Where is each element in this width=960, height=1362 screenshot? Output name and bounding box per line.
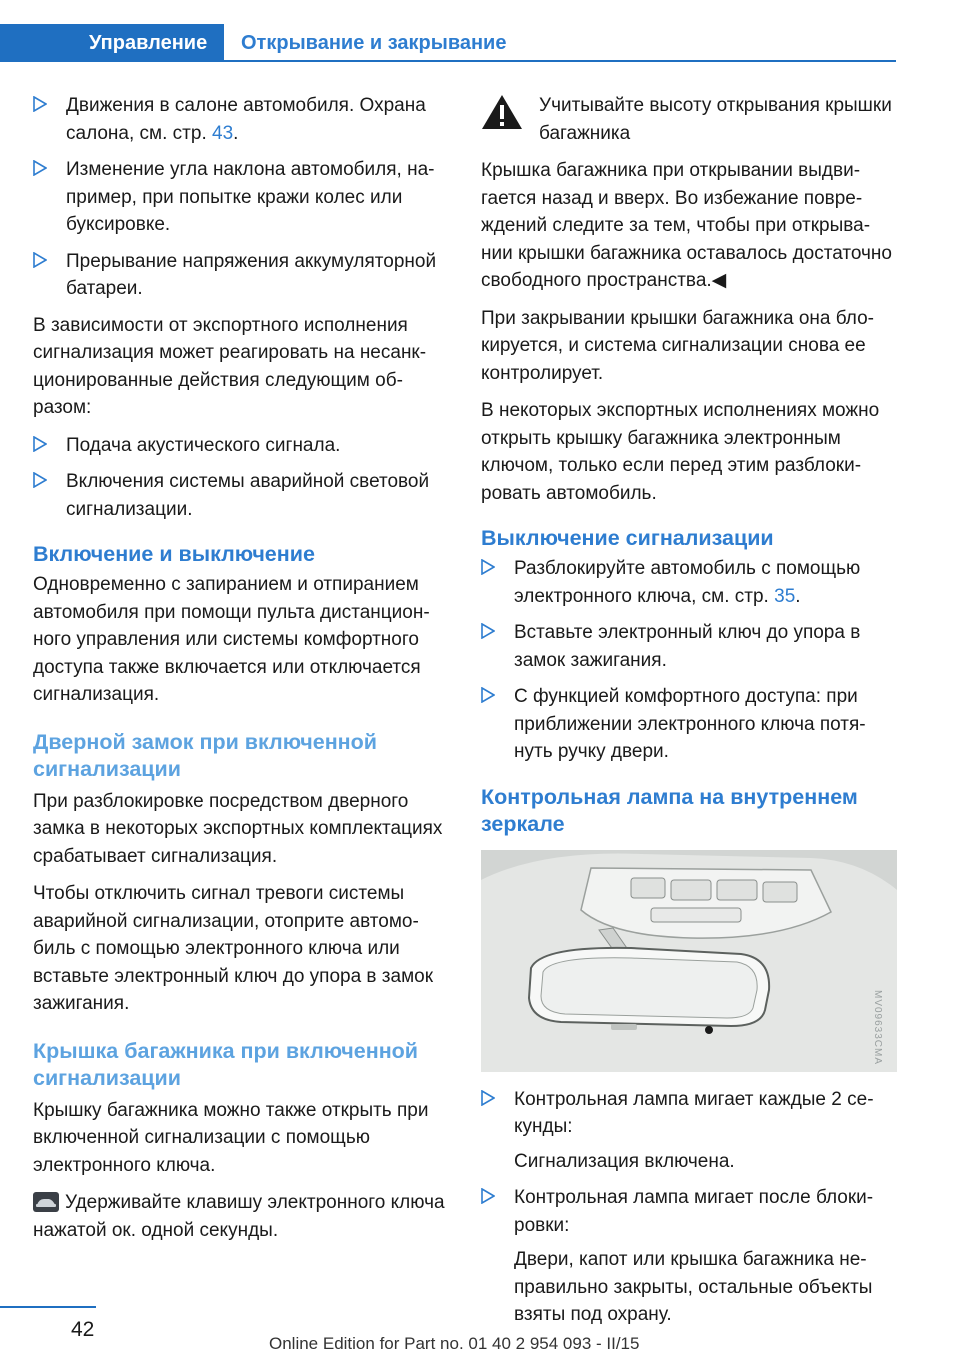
mirror-illustration [481, 850, 897, 1072]
tab-section[interactable]: Открывание и закрывание [241, 32, 507, 54]
trigger-list [33, 92, 447, 303]
list-item-text: Прерывание напряжения аккумуляторной батареи. [66, 250, 437, 299]
triangle-bullet-icon [33, 436, 49, 454]
list-item-text: Разблокируйте автомобиль с помощью электронного ключа, см. стр. [514, 558, 861, 607]
triangle-bullet-icon [33, 472, 49, 490]
warning-title: Учитывайте высоту открывания крышки багажника [539, 95, 892, 144]
triangle-bullet-icon [33, 160, 49, 178]
car-key-trunk-icon [33, 1192, 59, 1212]
reaction-list [33, 432, 447, 524]
right-column [481, 92, 895, 1338]
heading-on-off: Включение и выключение [33, 542, 315, 566]
list-item-detail: Двери, капот или крышка багажника неправильно закрыты, остальные объекты взяты под охрану. [514, 1249, 873, 1325]
paragraph: Крышку багажника можно также открыть при включенной сигнализации с помощью электронного ключа. [33, 1099, 429, 1176]
triangle-bullet-icon [481, 687, 497, 705]
list-item [33, 248, 447, 303]
page-number: 42 [71, 1318, 95, 1341]
key-instruction [33, 1189, 447, 1244]
indicator-list [481, 1086, 895, 1329]
list-item-text: Изменение угла наклона автомобиля, например, при попытке кражи колес или буксировке. [66, 159, 435, 235]
list-item [481, 1184, 895, 1329]
triangle-bullet-icon [481, 1090, 497, 1108]
list-item-suffix: . [795, 585, 801, 607]
rearview-mirror-image [481, 850, 897, 1072]
list-item [33, 468, 447, 523]
paragraph: Одновременно с запиранием и отпиранием автомобиля при помощи пульта дистанционного управления или системы комфортного доступа также включается или отключается сигнализация. [33, 574, 430, 705]
list-item [481, 1086, 895, 1176]
footer-rule [0, 1306, 96, 1308]
list-item [481, 555, 895, 610]
header-rule [224, 60, 896, 62]
warning-triangle-icon [481, 94, 523, 130]
page-link-43[interactable]: 43 [212, 122, 234, 144]
warning-body: Крышка багажника при открывании выдвигается назад и вверх. Во избежание повреждений следите за тем, чтобы при открывании крышки багажника оставалось достаточно свободного пространства.◀ [481, 160, 892, 291]
list-item-text: С функцией комфортного доступа: при приближении электронного ключа потянуть ручку двери. [514, 686, 866, 762]
key-instruction-text: Удерживайте клавишу электронного ключа нажатой ок. одной секунды. [33, 1192, 445, 1241]
list-item-detail: Сигнализация включена. [514, 1150, 735, 1172]
list-item-text: Контрольная лампа мигает каждые 2 секунды: [514, 1088, 874, 1137]
triangle-bullet-icon [481, 623, 497, 641]
list-item [33, 432, 447, 460]
triangle-bullet-icon [481, 1188, 497, 1206]
list-item-text: Контрольная лампа мигает после блокировки: [514, 1187, 874, 1236]
heading-door-lock: Дверной замок при включенной сигнализации [33, 729, 378, 781]
warning-block [481, 92, 895, 147]
paragraph: При закрывании крышки багажника она блокируется, и система сигнализации снова ее контролирует. [481, 307, 874, 384]
paragraph: Чтобы отключить сигнал тревоги системы аварийной сигнализации, отоприте автомобиль с помощью электронного ключа или вставьте электронный ключ до упора в замок зажигания. [33, 883, 434, 1014]
disable-steps-list [481, 555, 895, 766]
list-item-suffix: . [233, 122, 239, 144]
tab-chapter[interactable]: Управление [0, 24, 224, 62]
figure-code: MV09633CMA [872, 989, 883, 1065]
heading-trunk-lid: Крышка багажника при включенной сигнализации [33, 1038, 419, 1090]
list-item [481, 683, 895, 766]
left-column [33, 92, 447, 1254]
list-item-text: Подача акустического сигнала. [66, 434, 341, 456]
page-header [0, 0, 960, 64]
triangle-bullet-icon [33, 96, 49, 114]
paragraph: В некоторых экспортных исполнениях можно открыть крышку багажника электронным ключом, только если перед этим разблокировать автомобиль. [481, 400, 880, 504]
list-item-text: Движения в салоне автомобиля. Охрана салона, см. стр. [66, 95, 426, 144]
triangle-bullet-icon [481, 559, 497, 577]
list-item [481, 619, 895, 674]
edition-footer: Online Edition for Part no. 01 40 2 954 093 - II/15 [269, 1334, 640, 1353]
list-item [33, 156, 447, 239]
page-link-35[interactable]: 35 [774, 585, 796, 607]
paragraph: При разблокировке посредством дверного замка в некоторых экспортных комплектациях срабатывает сигнализация. [33, 790, 443, 867]
list-item [33, 92, 447, 147]
heading-indicator-lamp: Контрольная лампа на внутреннем зеркале [481, 784, 858, 836]
list-item-text: Включения системы аварийной световой сигнализации. [66, 471, 430, 520]
paragraph: В зависимости от экспортного исполнения сигнализация может реагировать на несанкционированные действия следующим образом: [33, 314, 427, 418]
heading-disable-alarm: Выключение сигнализации [481, 526, 774, 550]
list-item-text: Вставьте электронный ключ до упора в замок зажигания. [514, 622, 861, 671]
triangle-bullet-icon [33, 252, 49, 270]
